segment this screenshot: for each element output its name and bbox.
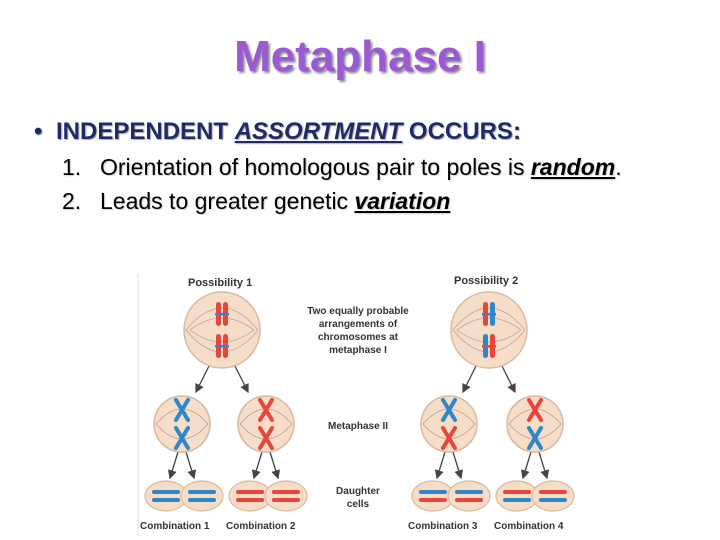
combination-label: Combination 1 [140, 521, 210, 532]
list-end: . [615, 154, 622, 180]
daughter-cell [448, 481, 490, 511]
metaphase1-cell [451, 292, 527, 368]
meiosis-diagram [136, 266, 586, 538]
daughter-label-line: cells [346, 499, 370, 510]
list-text: Leads to greater genetic [100, 188, 355, 214]
combination-label: Combination 2 [226, 521, 296, 532]
possibility2-label: Possibility 2 [454, 275, 519, 287]
metaphase1-cell [184, 292, 260, 368]
list-emphasis: random [530, 154, 616, 180]
daughter-cell [181, 481, 223, 511]
list-number: 1. [62, 154, 82, 180]
list-item [62, 154, 622, 181]
daughter-cell [265, 481, 307, 511]
daughter-label-line: Daughter [336, 486, 380, 497]
metaphase2-label: Metaphase II [327, 421, 389, 432]
list-text: Orientation of homologous pair to poles is [100, 154, 531, 180]
bullet-heading [34, 118, 521, 146]
center-note-line: arrangements of [318, 319, 398, 330]
bullet-suffix: OCCURS: [402, 118, 521, 145]
center-note-line: chromosomes at [317, 332, 399, 343]
metaphase2-cell [421, 396, 477, 452]
list-emphasis: variation [354, 188, 451, 214]
daughter-cell [532, 481, 574, 511]
combination-label: Combination 3 [408, 521, 478, 532]
list-number: 2. [62, 188, 82, 214]
possibility1-label: Possibility 1 [188, 277, 253, 289]
slide-title: Metaphase I [234, 32, 486, 81]
center-note-line: metaphase I [329, 345, 387, 356]
bullet-underlined-word: ASSORTMENT [234, 118, 403, 145]
bullet-prefix: INDEPENDENT [56, 118, 235, 145]
bullet-dot-icon: • [34, 118, 43, 145]
metaphase2-cell [507, 396, 563, 452]
metaphase2-cell [154, 396, 210, 452]
combination-label: Combination 4 [494, 521, 564, 532]
center-note-line: Two equally probable [307, 306, 409, 317]
list-item [62, 188, 450, 215]
metaphase2-cell [238, 396, 294, 452]
